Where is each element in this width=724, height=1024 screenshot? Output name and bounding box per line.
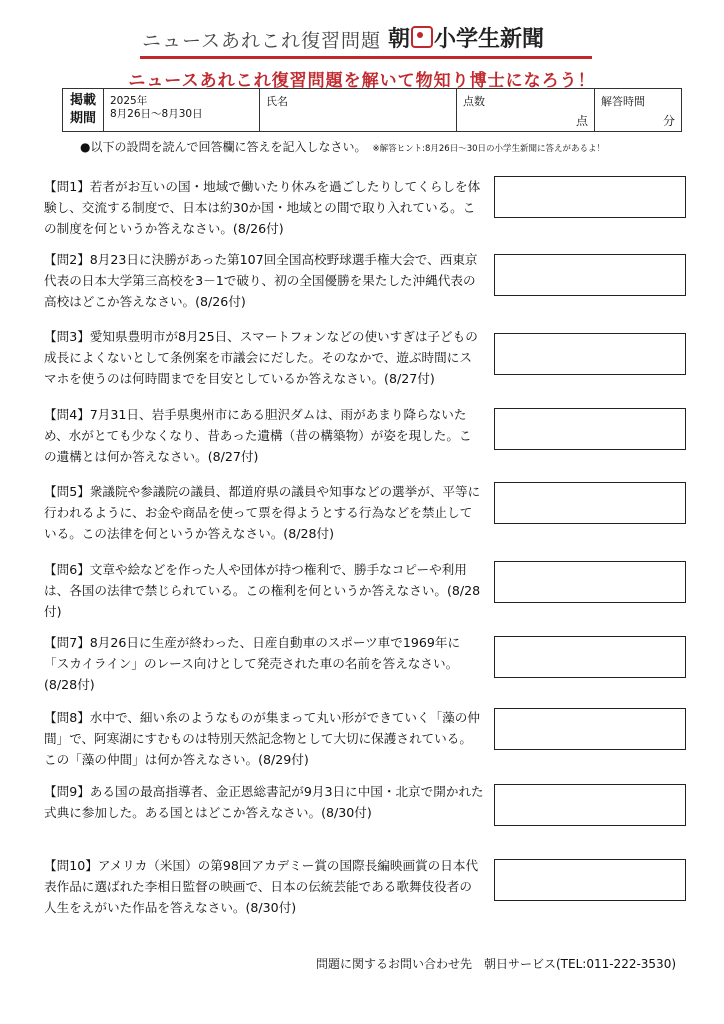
answer-box-1[interactable] [494, 176, 686, 218]
page-subtitle: ニュースあれこれ復習問題を解いて物知り博士になろう！ [128, 71, 596, 91]
name-field[interactable] [260, 89, 457, 131]
sun-logo-icon [411, 26, 433, 48]
period-label-cell [63, 89, 104, 131]
score-label: 点数 [463, 95, 485, 108]
period-dates: 8月26日～8月30日 [110, 108, 203, 120]
question-label: 【問10】 [44, 858, 98, 873]
score-field[interactable] [457, 89, 595, 131]
question-10 [44, 855, 484, 918]
instructions [80, 138, 605, 155]
question-2 [44, 249, 484, 312]
header-divider [140, 56, 592, 59]
time-unit: 分 [662, 114, 675, 128]
question-label: 【問6】 [44, 562, 90, 577]
question-3 [44, 326, 484, 389]
answer-box-5[interactable] [494, 482, 686, 524]
period-label-1: 掲載 [69, 93, 96, 108]
question-text: 水中で、細い糸のようなものが集まって丸い形ができていく「藻の仲間」で、阿寒湖にすむものは特別天然記念物として大切に保護されている。この「藻の仲間」は何か答えなさい。(8/29付) [44, 710, 480, 767]
question-text: アメリカ（米国）の第98回アカデミー賞の国際長編映画賞の日本代表作品に選ばれた李相日監督の映画で、日本の伝統芸能である歌舞伎役者の人生をえがいた作品を答えなさい。(8/30付) [44, 858, 479, 915]
answer-box-6[interactable] [494, 561, 686, 603]
answer-box-3[interactable] [494, 333, 686, 375]
question-1 [44, 176, 484, 239]
score-unit: 点 [575, 114, 588, 128]
contact-footer: 問題に関するお問い合わせ先 朝日サービス(TEL:011-222-3530) [316, 957, 677, 971]
question-label: 【問9】 [44, 784, 90, 799]
answer-box-10[interactable] [494, 859, 686, 901]
question-label: 【問3】 [44, 329, 90, 344]
question-8 [44, 707, 484, 770]
answer-box-2[interactable] [494, 254, 686, 296]
period-label-2: 期間 [69, 111, 96, 126]
answer-box-8[interactable] [494, 708, 686, 750]
question-label: 【問5】 [44, 484, 90, 499]
header-title: ニュースあれこれ復習問題 [142, 30, 382, 52]
answer-box-9[interactable] [494, 784, 686, 826]
question-label: 【問4】 [44, 407, 90, 422]
instruction-text: ●以下の設問を読んで回答欄に答えを記入しなさい。 [80, 140, 367, 154]
question-7 [44, 632, 484, 695]
time-label: 解答時間 [601, 95, 645, 108]
question-5 [44, 481, 484, 544]
question-text: 8月23日に決勝があった第107回全国高校野球選手権大会で、西東京代表の日本大学第三高校を3－1で破り、初の全国優勝を果たした沖縄代表の高校はどこか答えなさい。(8/26付) [44, 252, 478, 309]
question-label: 【問1】 [44, 179, 90, 194]
question-6 [44, 559, 484, 622]
hint-text: ※解答ヒント:8月26日～30日の小学生新聞に答えがあるよ！ [372, 144, 606, 154]
brand-logo [388, 22, 544, 53]
answer-box-7[interactable] [494, 636, 686, 678]
brand-left: 朝 [388, 27, 411, 52]
name-label: 氏名 [266, 95, 288, 108]
question-text: 8月26日に生産が終わった、日産自動車のスポーツ車で1969年に「スカイライン」のレース向けとして発売された車の名前を答えなさい。(8/28付) [44, 635, 461, 692]
question-text: 文章や絵などを作った人や団体が持つ権利で、勝手なコピーや利用は、各国の法律で禁じられている。この権利を何というか答えなさい。(8/28付) [44, 562, 481, 619]
question-label: 【問2】 [44, 252, 90, 267]
info-table [62, 88, 682, 132]
question-text: 7月31日、岩手県奥州市にある胆沢ダムは、雨があまり降らないため、水がとても少なくなり、昔あった遺構（昔の構築物）が姿を現した。この遺構とは何か答えなさい。(8/27付) [44, 407, 472, 464]
question-text: ある国の最高指導者、金正恩総書記が9月3日に中国・北京で開かれた式典に参加した。ある国とはどこか答えなさい。(8/30付) [44, 784, 484, 820]
answer-box-4[interactable] [494, 408, 686, 450]
brand-right: 小学生新聞 [434, 27, 545, 52]
question-label: 【問7】 [44, 635, 90, 650]
period-cell [104, 89, 260, 131]
period-year: 2025年 [110, 95, 148, 107]
question-text: 愛知県豊明市が8月25日、スマートフォンなどの使いすぎは子どもの成長によくないとして条例案を市議会にだした。そのなかで、遊ぶ時間にスマホを使うのは何時間までを目安としているか答えなさい。(8/27付) [44, 329, 478, 386]
question-text: 若者がお互いの国・地域で働いたり休みを過ごしたりしてくらしを体験し、交流する制度で、日本は約30か国・地域との間で取り入れている。この制度を何というか答えなさい。(8/26付) [44, 179, 481, 236]
question-4 [44, 404, 484, 467]
question-9 [44, 781, 484, 823]
page-header [0, 22, 724, 58]
question-text: 衆議院や参議院の議員、都道府県の議員や知事などの選挙が、平等に行われるように、お金や商品を使って票を得ようとする行為などを禁止している。この法律を何というか答えなさい。(8/28付) [44, 484, 481, 541]
time-field[interactable] [595, 89, 681, 131]
question-label: 【問8】 [44, 710, 90, 725]
